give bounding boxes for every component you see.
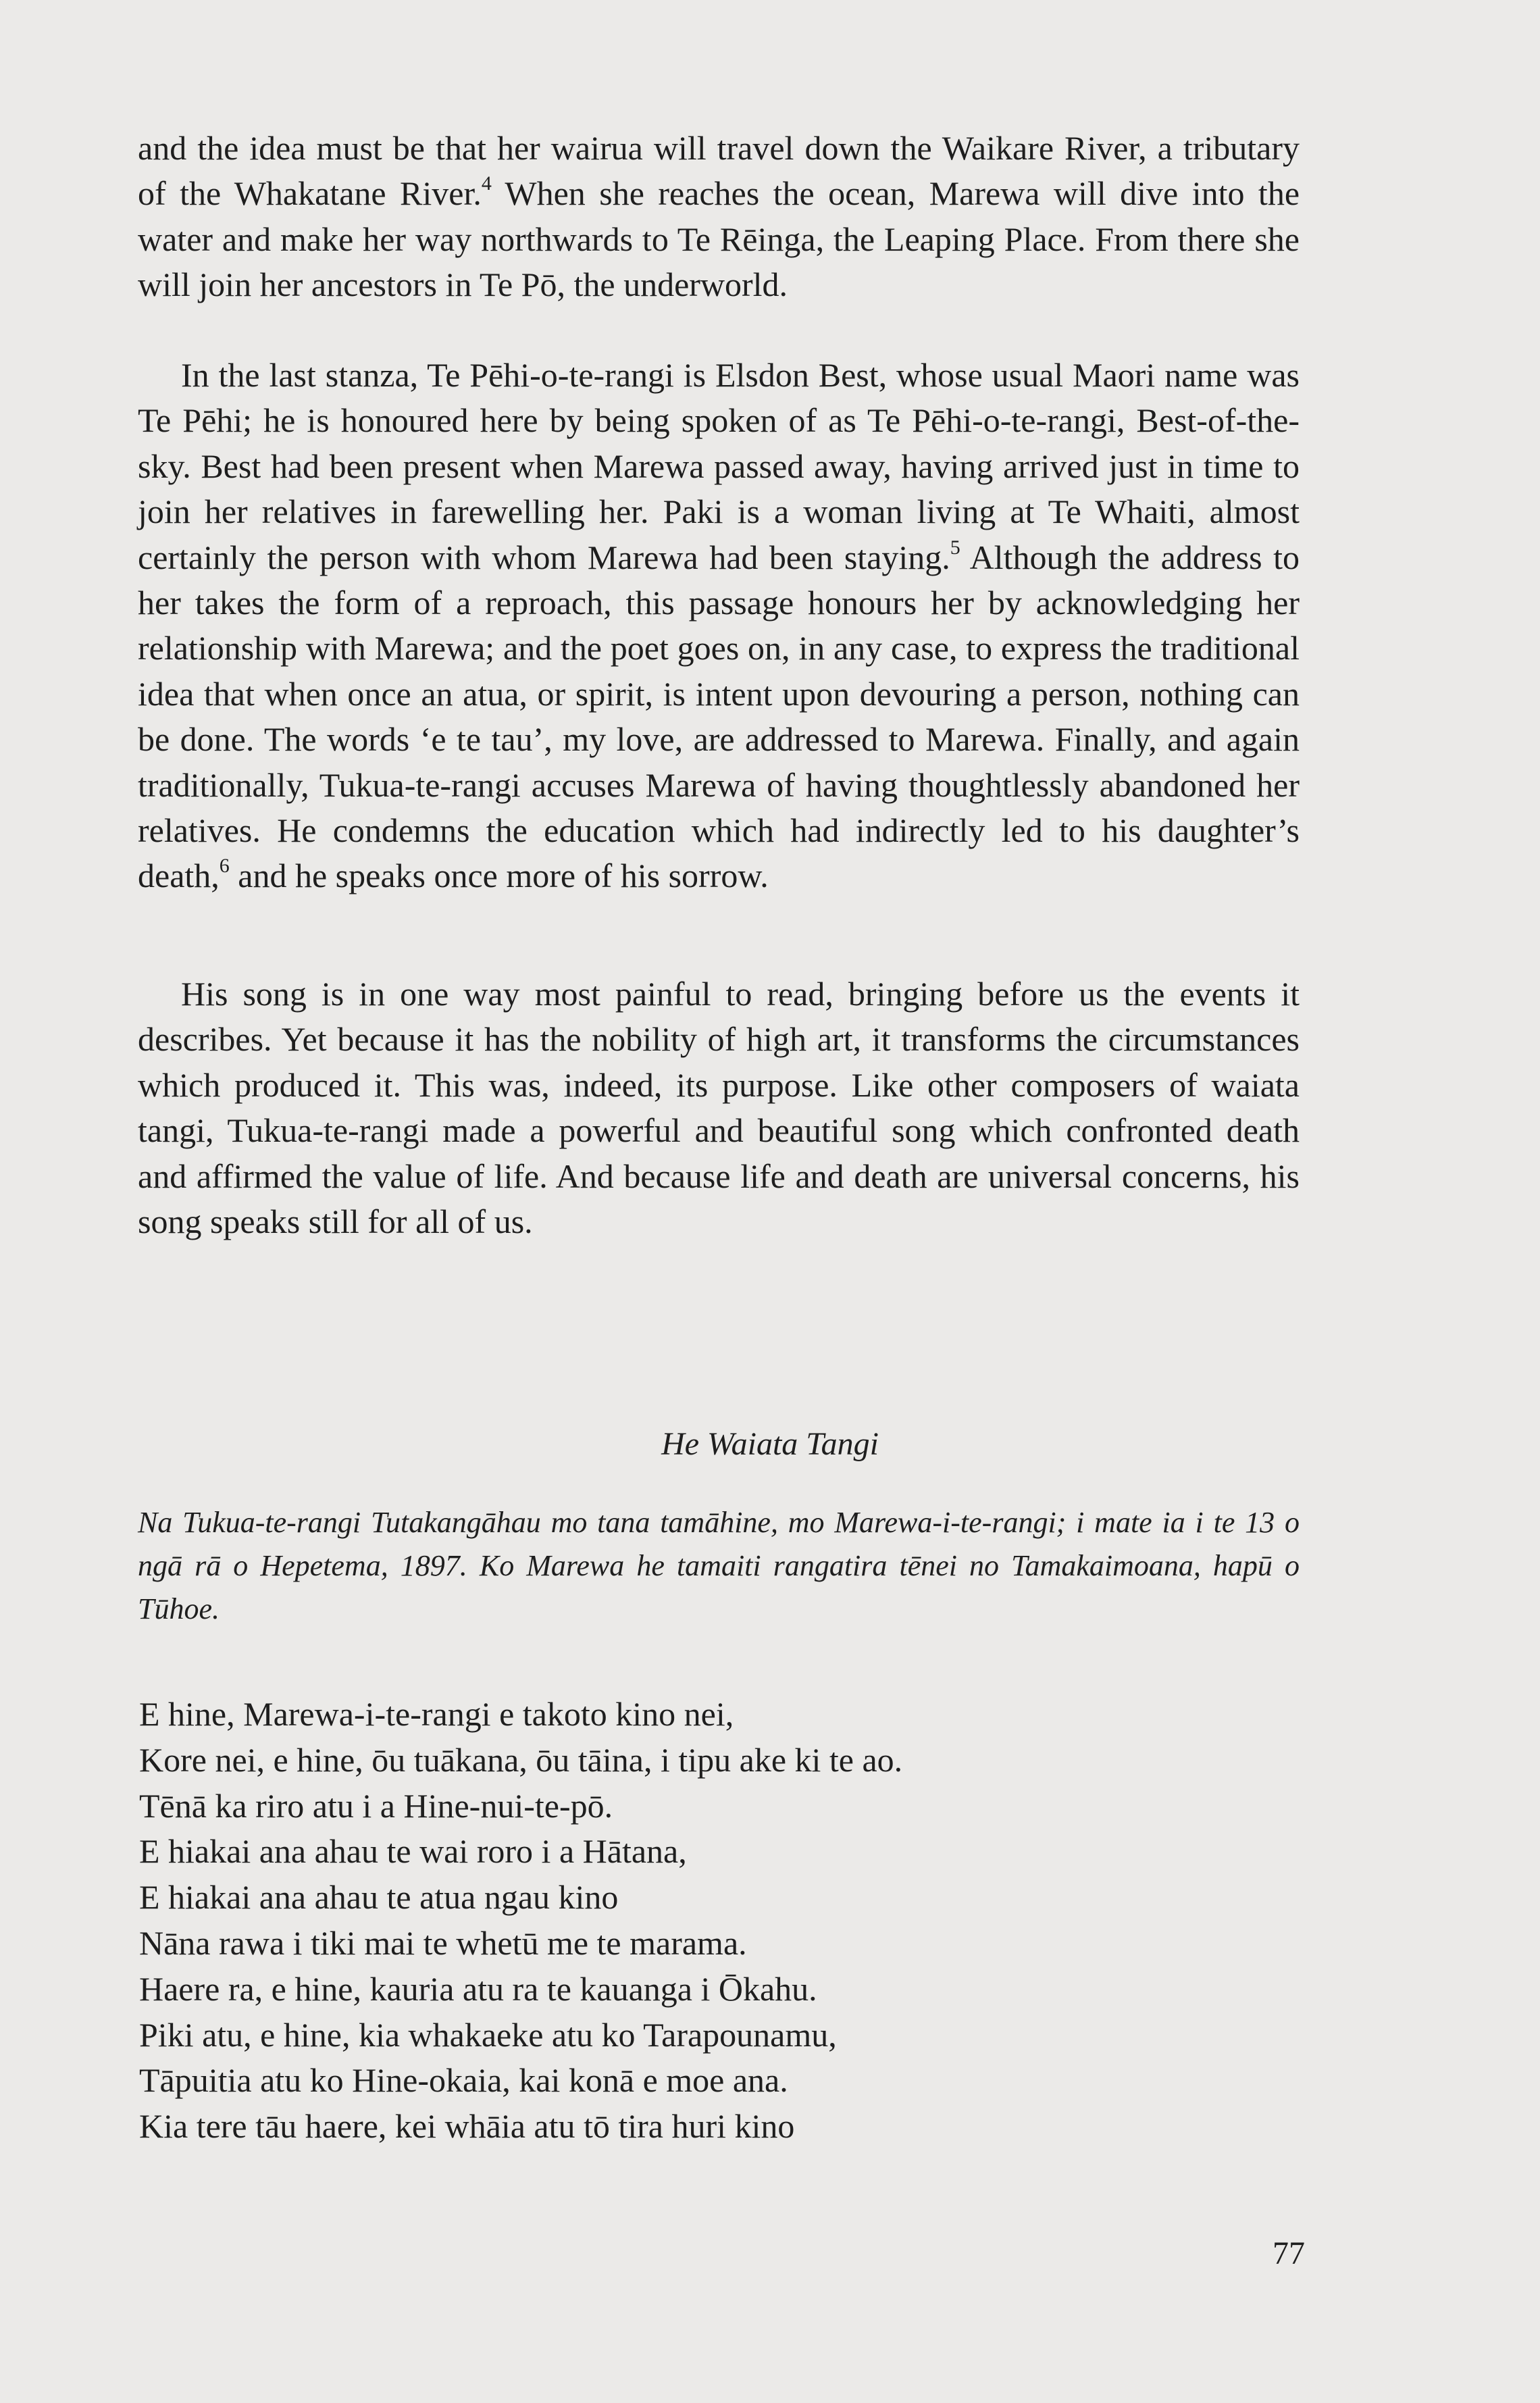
paragraph-1-text-b: When she reaches the ocean, Marewa will dive into the water and make her way northwards to Te Rēinga, the Leaping Place. From there she will join her ancestors in Te Pō, the underworld. (138, 174, 1300, 304)
poem-line: Tāpuitia atu ko Hine-okaia, kai konā e moe ana. (139, 2061, 788, 2100)
poem-title: He Waiata Tangi (661, 1426, 879, 1462)
footnote-marker-5: 5 (950, 536, 960, 559)
poem-intro: Na Tukua-te-rangi Tutakangāhau mo tana tamāhine, mo Marewa-i-te-rangi; i mate ia i te 13 o ngā rā o Hepetema, 1897. Ko Marewa he tamaiti rangatira tēnei no Tamakaimoana, hapū o Tūhoe. (138, 1506, 1300, 1625)
poem-line: E hiakai ana ahau te wai roro i a Hātana, (139, 1832, 687, 1871)
poem-line: Haere ra, e hine, kauria atu ra te kauanga i Ōkahu. (139, 1969, 817, 2008)
footnote-marker-6: 6 (219, 855, 230, 878)
paragraph-2-text-c: and he speaks once more of his sorrow. (229, 857, 769, 895)
poem-line: E hiakai ana ahau te atua ngau kino (139, 1878, 619, 1917)
poem-lines (139, 1692, 1301, 2150)
paragraph-3: His song is in one way most painful to read, bringing before us the events it describes. Yet because it has the nobility of high art, it transforms the circumstances which produced it. This was, indeed, its purpose. Like other composers of waiata tangi, Tukua-te-rangi made a powerful and beautiful song which confronted death and affirmed the value of life. And because life and death are universal concerns, his song speaks still for all of us. (138, 975, 1300, 1241)
poem-line: Kia tere tāu haere, kei whāia atu tō tira huri kino (139, 2107, 795, 2146)
paragraph-2-text-b: Although the address to her takes the form of a reproach, this passage honours her by acknowledging her relationship with Marewa; and the poet goes on, in any case, to express the traditional idea that when once an atua, or spirit, is intent upon devouring a person, nothing can be done. The words ‘e te tau’, my love, are addressed to Marewa. Finally, and again traditionally, Tukua-te-rangi accuses Marewa of having thoughtlessly abandoned her relatives. He condemns the education which had indirectly led to his daughter’s death, (138, 538, 1300, 895)
footnote-marker-4: 4 (481, 172, 492, 195)
paragraph-2-text-a: In the last stanza, Te Pēhi-o-te-rangi is Elsdon Best, whose usual Maori name was Te Pēhi; he is honoured here by being spoken of as Te Pēhi-o-te-rangi, Best-of-the-sky. Best had been present when Marewa passed away, having arrived just in time to join her relatives in farewelling her. Paki is a woman living at Te Whaiti, almost certainly the person with whom Marewa had been staying. (138, 356, 1300, 576)
poem-line: Nāna rawa i tiki mai te whetū me te marama. (139, 1923, 747, 1962)
paragraph-2 (138, 353, 1300, 899)
paragraph-1 (138, 126, 1300, 308)
poem-line: Kore nei, e hine, ōu tuākana, ōu tāina, i tipu ake ki te ao. (139, 1740, 903, 1779)
poem-line: Piki atu, e hine, kia whakaeke atu ko Tarapounamu, (139, 2015, 837, 2054)
poem-line: E hine, Marewa-i-te-rangi e takoto kino nei, (139, 1695, 734, 1733)
page-number: 77 (1273, 2235, 1305, 2271)
poem-line: Tēnā ka riro atu i a Hine-nui-te-pō. (139, 1786, 613, 1825)
paragraph-1-text-a: and the idea must be that her wairua will travel down the Waikare River, a tributary of the Whakatane River. (138, 129, 1300, 213)
